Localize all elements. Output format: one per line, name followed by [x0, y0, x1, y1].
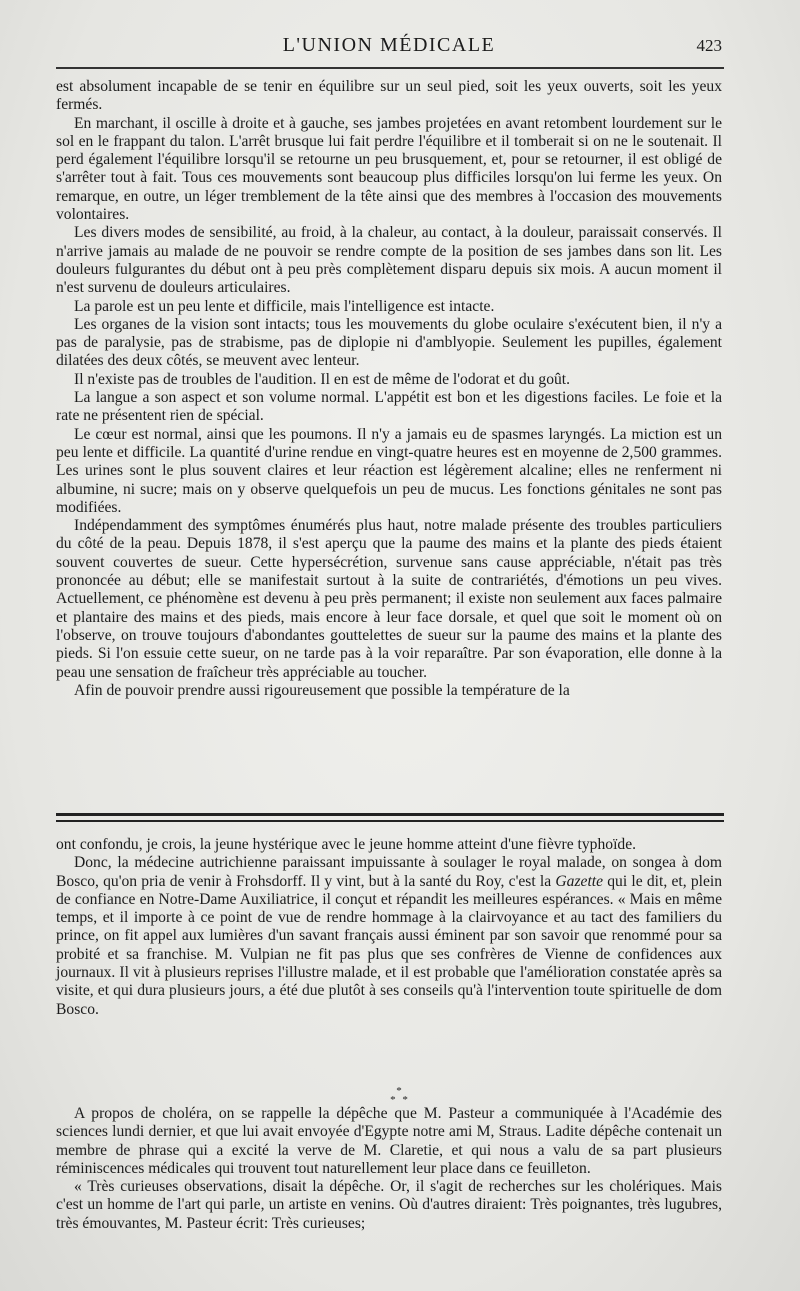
paragraph: est absolument incapable de se tenir en équilibre sur un seul pied, soit les yeux ouverts, soit les yeux fermés. — [56, 78, 722, 114]
paragraph: Il n'existe pas de troubles de l'audition. Il en est de même de l'odorat et du goût. — [74, 370, 571, 388]
paragraph: La langue a son aspect et son volume normal. L'appétit est bon et les digestions faciles. Le foie et la rate ne présentent rien de spécial. — [56, 389, 722, 425]
paragraph: ont confondu, je crois, la jeune hystérique avec le jeune homme atteint d'une fièvre typhoïde. — [56, 836, 637, 853]
journal-title: L'UNION MÉDICALE — [282, 34, 496, 56]
paragraph: Les organes de la vision sont intacts; tous les mouvements du globe oculaire s'exécutent bien, il n'y a pas de paralysie, pas de strabisme, pas de diplopie ni d'amblyopie. Seulement les pupilles, également dilatées des deux côtés, se meuvent avec lenteur. — [56, 315, 722, 370]
paragraph — [56, 854, 722, 1019]
paragraph: Le cœur est normal, ainsi que les poumons. Il n'y a jamais eu de spasmes laryngés. La miction est un peu lente et difficile. La quantité d'urine rendue en vingt-quatre heures est en moyenne de 2,500 grammes. Les urines sont le plus souvent claires et leur réaction est légèrement alcaline; elles ne renferment ni albumine, ni sucre; mais on y observe quelquefois un peu de mucus. Les fonctions génitales ne sont pas modifiées. — [56, 425, 722, 516]
italic-title: Gazette — [555, 872, 604, 890]
paragraph: « Très curieuses observations, disait la dépêche. Or, il s'agit de recherches sur les cholériques. Mais c'est un homme de l'art qui parle, un artiste en venins. Où d'autres diraient: Très poignantes, très lugubres, très émouvantes, M. Pasteur écrit: Très curieuses; — [56, 1178, 722, 1232]
paragraph: A propos de choléra, on se rappelle la dépêche que M. Pasteur a communiquée à l'Académie des sciences lundi dernier, et que lui avait envoyée d'Egypte notre ami M, Straus. Ladite dépêche contenait un membre de phrase qui a excité la verve de M. Claretie, et qui nous a valu de sa part plusieurs réminiscences médicales qui trouvent tout naturellement leur place dans ce feuilleton. — [56, 1105, 722, 1177]
paragraph: Indépendamment des symptômes énumérés plus haut, notre malade présente des troubles particuliers du côté de la peau. Depuis 1878, il s'est aperçu que la paume des mains et la plante des pieds étaient souvent couvertes de sueur. Cette hypersécrétion, survenue sans cause appréciable, n'était pas très prononcée au début; elle se manifestait surtout à la suite de contrariétés, d'émotions un peu vives. Actuellement, ce phénomène est devenu à peu près permanent; il existe non seulement aux faces palmaire et plantaire des mains et des pieds, mais encore à leur face dorsale, et quel que soit le moment où on l'observe, on trouve toujours d'abondantes gouttelettes de sueur sur la paume des mains et la plante des pieds. Si l'on essuie cette sueur, on ne tarde pas à la voir reparaître. Par son évaporation, elle donne à la peau une sensation de fraîcheur très appréciable au toucher. — [56, 517, 722, 681]
paragraph: En marchant, il oscille à droite et à gauche, ses jambes projetées en avant retombent lourdement sur le sol en le frappant du talon. L'arrêt brusque lui fait perdre l'équilibre et il tomberait si on ne le soutenait. Il perd également l'équilibre lorsqu'il se retourne un peu brusquement, et, pour se retourner, il est obligé de s'arrêter tout à fait. Tous ces mouvements sont beaucoup plus difficiles lorsqu'on lui ferme les yeux. On remarque, en outre, un léger tremblement de la tête ainsi que des membres à l'occasion des mouvements volontaires. — [56, 114, 722, 224]
paragraph: La parole est un peu lente et difficile, mais l'intelligence est intacte. — [74, 297, 495, 315]
clinical-observation-section — [56, 78, 722, 700]
feuilleton-separator — [56, 813, 724, 827]
cholera-section — [56, 1105, 722, 1233]
feuilleton-section — [56, 836, 722, 1019]
text-run: Donc, la médecine autrichienne paraissant impuissante à soulager le royal malade, on songea à dom Bosco, qu'on pria de venir à Frohsdorff. Il y vint, but à la santé du Roy, c'est la — [56, 854, 722, 890]
paragraph: Afin de pouvoir prendre aussi rigoureusement que possible la température de la — [74, 681, 570, 699]
asterism-ornament: * * * — [390, 1085, 410, 1106]
text-run: qui le dit, et, plein de confiance en Notre-Dame Auxiliatrice, il conçut et répandit les meilleures espérances. « Mais en même temps, et il importe à ce point de vue de rendre hommage à la clairvoyance et au tact des familiers du prince, on fit appel aux lumières d'un savant français aussi éminent par son savoir que renommé pour sa probité et sa franchise. M. Vulpian ne fit pas plus que ses confrères de Vienne de confidences aux journaux. Il vit à plusieurs reprises l'illustre malade, et il est probable que l'amélioration constatée après sa visite, et qui dura plusieurs jours, a été due plutôt à ses conseils qu'à l'intervention toute spirituelle de dom Bosco. — [56, 872, 722, 1018]
header-rule — [56, 67, 724, 69]
page-header — [56, 30, 722, 60]
paragraph: Les divers modes de sensibilité, au froid, à la chaleur, au contact, à la douleur, paraissait conservés. Il n'arrive jamais au malade de ne pouvoir se rendre compte de la position de ses jambes dans son lit. Les douleurs fulgurantes du début ont à peu près complètement disparu depuis six mois. A aucun moment il n'est survenu de douleurs articulaires. — [56, 224, 722, 297]
page-number: 423 — [696, 36, 722, 55]
